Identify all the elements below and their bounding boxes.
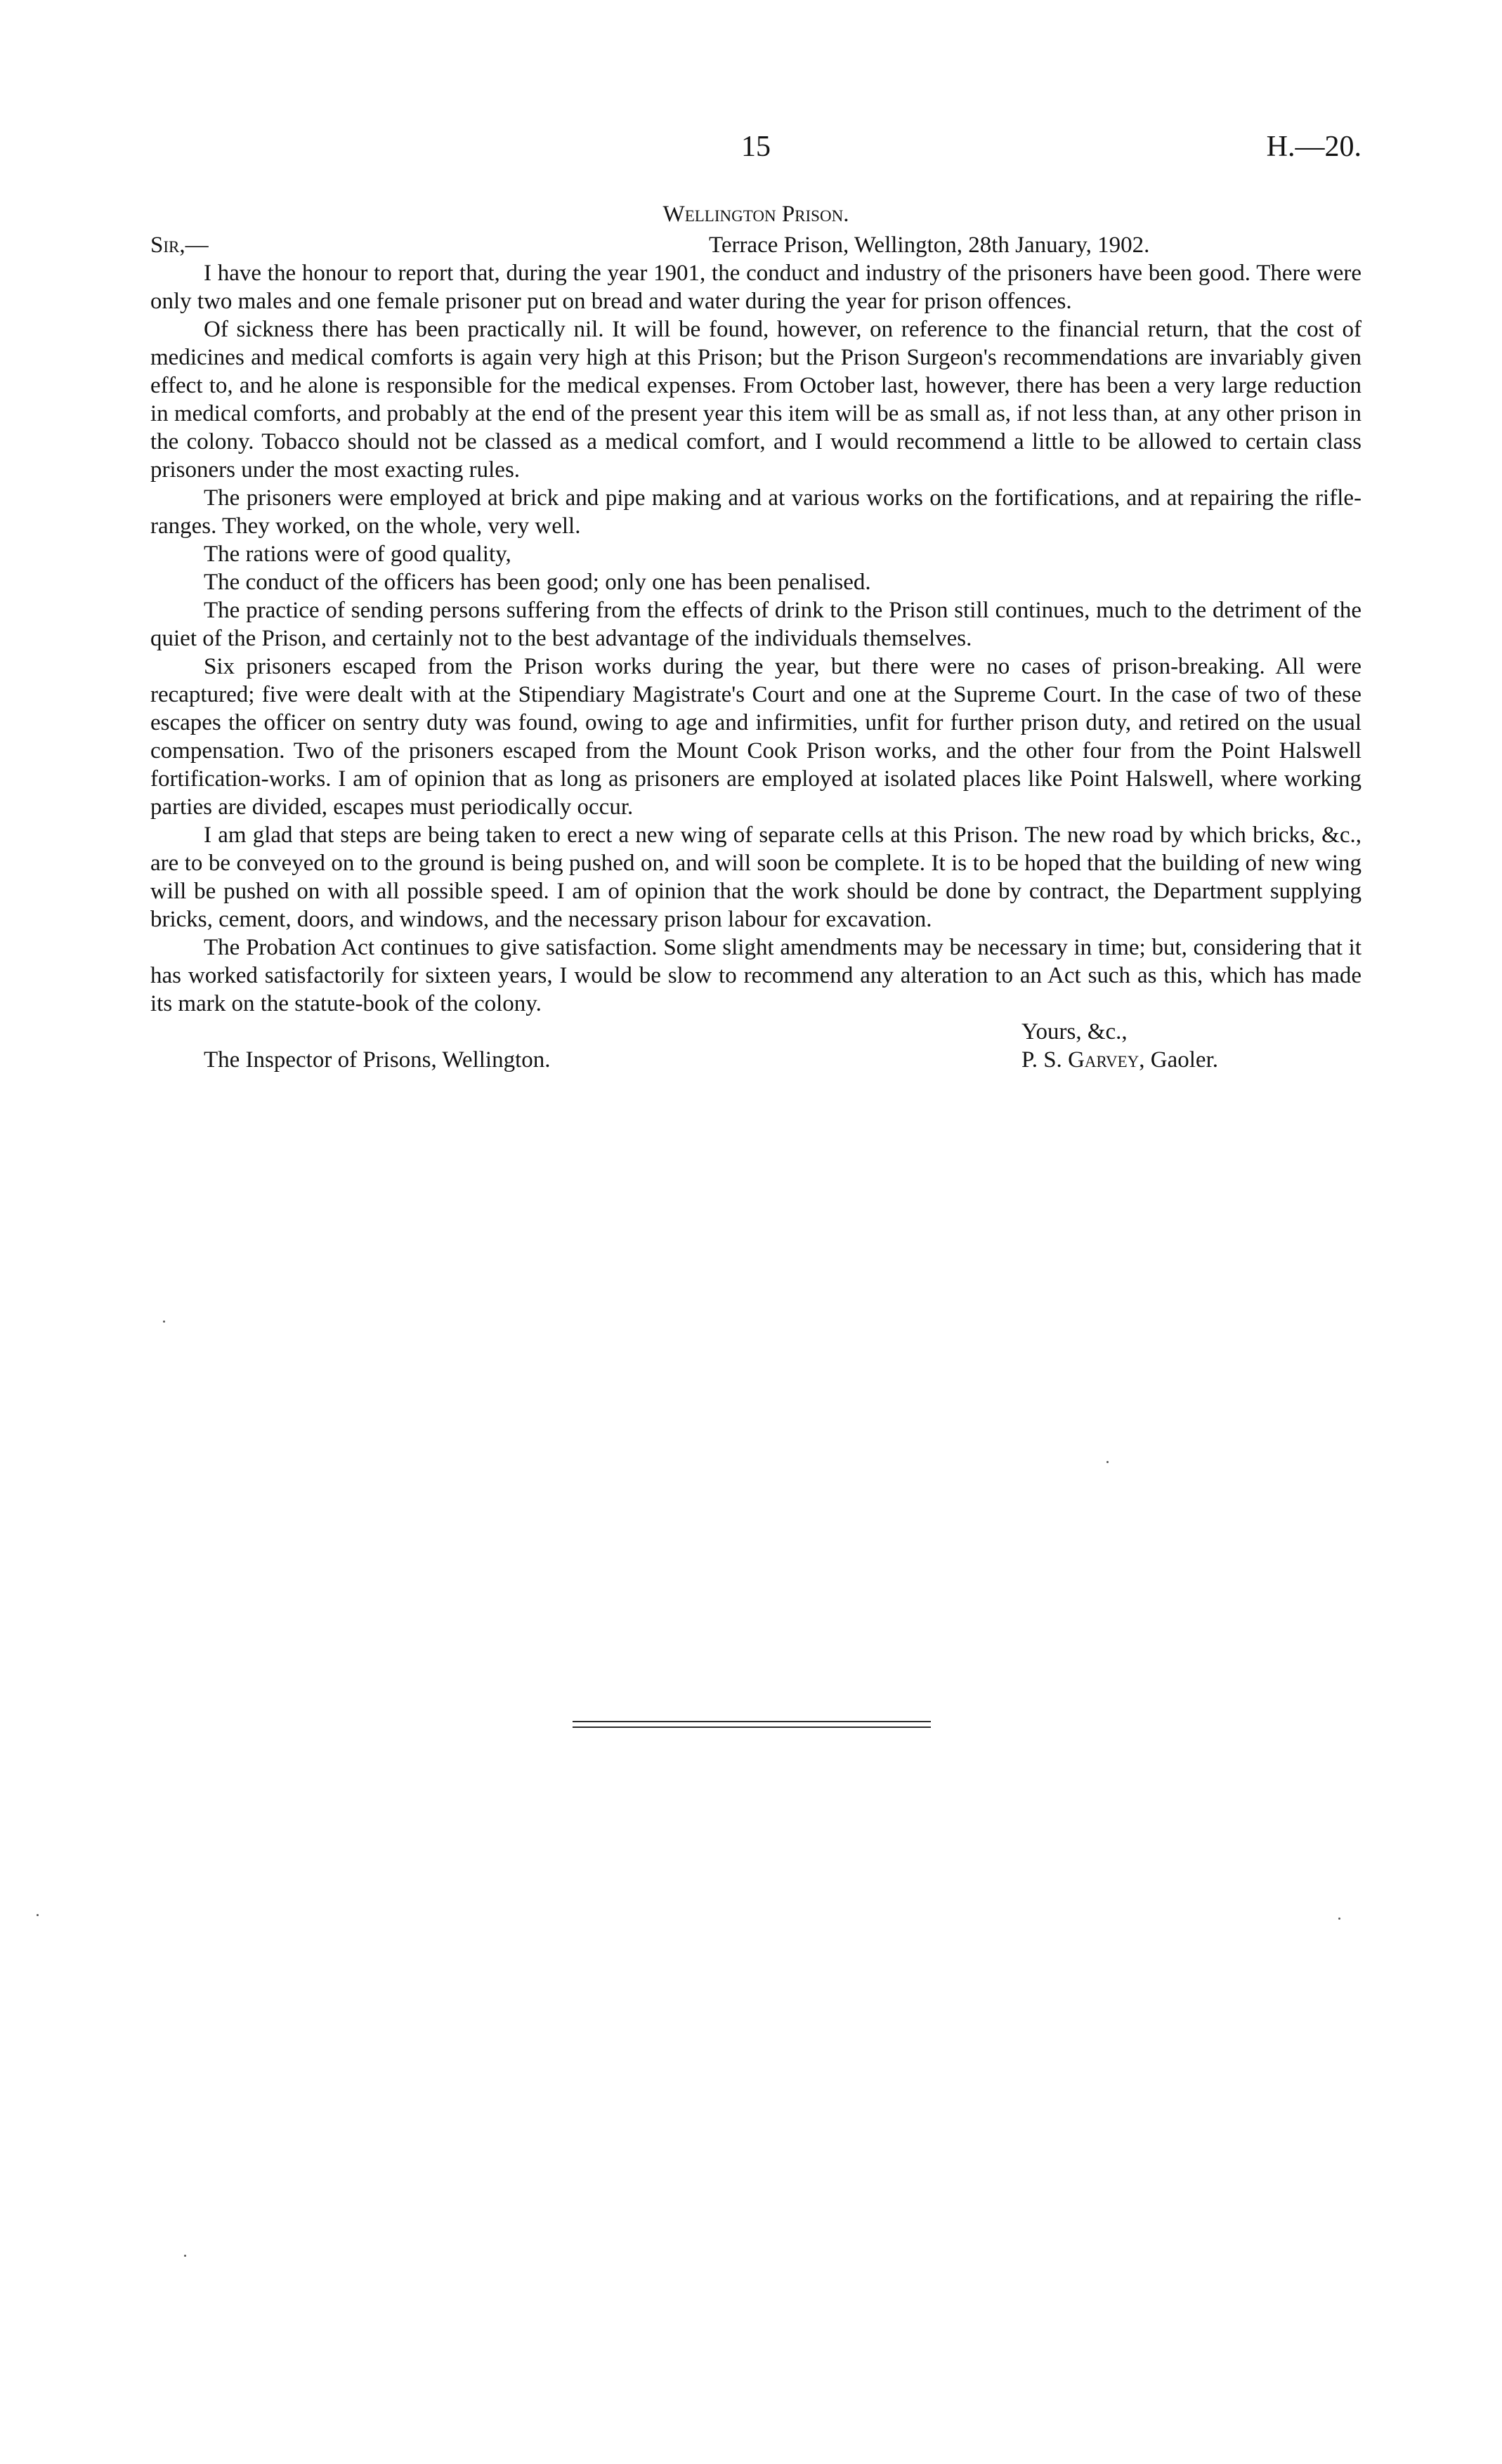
closing-row: [150, 1018, 1361, 1046]
address-date: Terrace Prison, Wellington, 28th January, 1902.: [709, 232, 1150, 258]
signature: [1021, 1046, 1218, 1074]
section-divider: [573, 1721, 931, 1728]
signature-row: [150, 1046, 1361, 1074]
paragraph-drink: The practice of sending persons suffering from the effects of drink to the Prison still continues, much to the detriment of the quiet of the Prison, and certainly not to the best advantage of the individuals themselves.: [150, 598, 1361, 651]
signatory-title: , Gaoler.: [1139, 1047, 1218, 1073]
paragraph-sickness: Of sickness there has been practically nil. It will be found, however, on reference to the financial return, that the cost of medicines and medical comforts is again very high at this Prison; but the Prison Surgeon's recommendations are invariably given effect to, and he alone is responsible for the medical expenses. From October last, however, there has been a very large reduction in medical comforts, and probably at the end of the present year this item will be as small as, if not less than, at any other prison in the colony. Tobacco should not be classed as a medical comfort, and I would recommend a little to be allowed to certain class prisoners under the most exacting rules.: [150, 317, 1361, 483]
letter-body: [150, 200, 1361, 1074]
divider-rule-bottom: [573, 1726, 931, 1728]
signatory-name: Garvey: [1068, 1047, 1139, 1073]
closing: Yours, &c.,: [1021, 1019, 1128, 1044]
divider-rule-top: [573, 1721, 931, 1722]
salutation-row: [150, 231, 1361, 259]
page-number: 15: [741, 131, 771, 163]
paragraph-officers: The conduct of the officers has been good; only one has been penalised.: [204, 570, 871, 595]
scan-speck: [1338, 1918, 1340, 1920]
paragraph-conduct: I have the honour to report that, during the year 1901, the conduct and industry of the prisoners have been good. There were only two males and one female prisoner put on bread and water during the year for prison offences.: [150, 261, 1361, 314]
salutation: Sir,—: [150, 232, 209, 258]
letter-title: Wellington Prison.: [662, 202, 849, 227]
document-reference: H.—20.: [1266, 131, 1361, 163]
scan-speck: [37, 1914, 39, 1916]
paragraph-new-wing: I am glad that steps are being taken to erect a new wing of separate cells at this Prison. The new road by which bricks, &c., are to be conveyed on to the ground is being pushed on, and will soon be complete. It is to be hoped that the building of new wing will be pushed on with all possible speed. I am of opinion that the work should be done by contract, the Department supplying bricks, cement, doors, and windows, and the necessary prison labour for excavation.: [150, 823, 1361, 932]
paragraph-employment: The prisoners were employed at brick and pipe making and at various works on the fortifications, and at repairing the rifle-ranges. They worked, on the whole, very well.: [150, 485, 1361, 539]
addressee: The Inspector of Prisons, Wellington.: [204, 1047, 551, 1073]
signatory-initials: P. S.: [1021, 1047, 1062, 1073]
paragraph-escapes: Six prisoners escaped from the Prison works during the year, but there were no cases of prison-breaking. All were recaptured; five were dealt with at the Stipendiary Magistrate's Court and one at the Supreme Court. In the case of two of these escapes the officer on sentry duty was found, owing to age and infirmities, unfit for further prison duty, and retired on the usual compensation. Two of the prisoners escaped from the Mount Cook Prison works, and the other four from the Point Halswell fortification-works. I am of opinion that as long as prisoners are employed at isolated places like Point Halswell, where working parties are divided, escapes must periodically occur.: [150, 654, 1361, 820]
scan-speck: [163, 1321, 165, 1323]
paragraph-probation: The Probation Act continues to give satisfaction. Some slight amendments may be necessary in time; but, considering that it has worked satisfactorily for sixteen years, I would be slow to recommend any alteration to an Act such as this, which has made its mark on the statute-book of the colony.: [150, 935, 1361, 1016]
paragraph-rations: The rations were of good quality,: [204, 542, 511, 567]
scan-speck: [1106, 1461, 1109, 1463]
page-header: [150, 130, 1361, 172]
scan-speck: [184, 2255, 186, 2257]
